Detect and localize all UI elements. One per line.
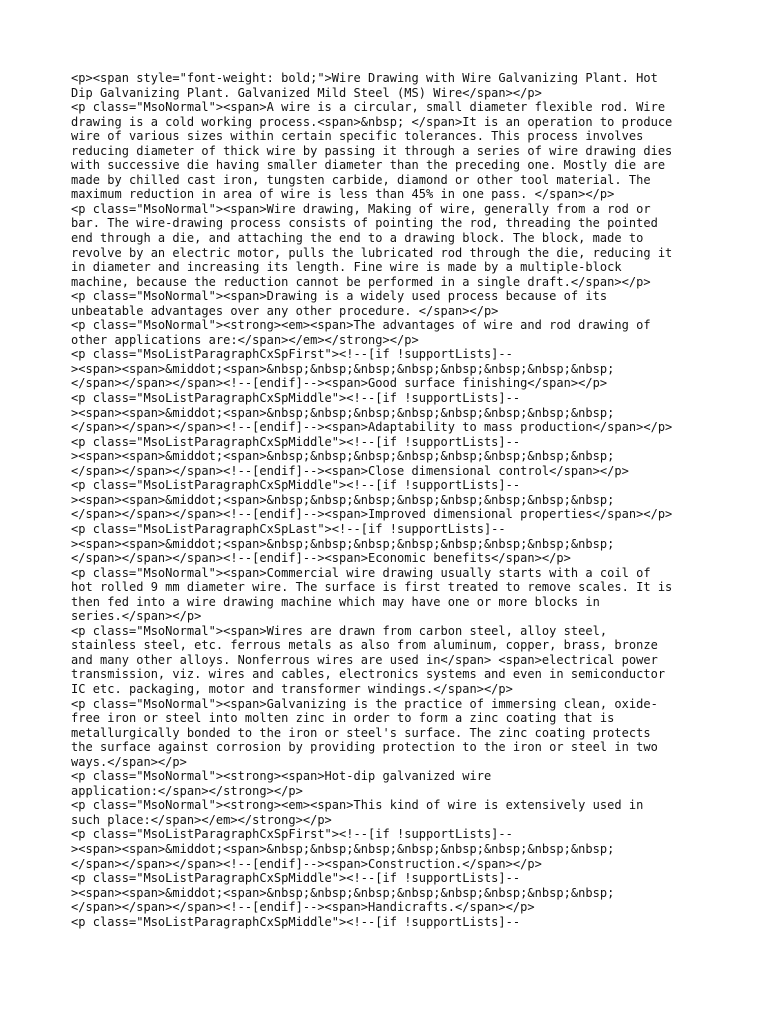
text-line: revolve by an electric motor, pulls the lubricated rod through the die, reducing it: [71, 245, 673, 260]
text-line: and many other alloys. Nonferrous wires are used in</span> <span>electrical power: [71, 652, 658, 667]
text-line: ><span><span>&middot;<span>&nbsp;&nbsp;&nbsp;&nbsp;&nbsp;&nbsp;&nbsp;&nbsp;: [71, 885, 615, 900]
document-body: [71, 71, 711, 929]
text-line: <p class="MsoNormal"><span>Wire drawing, Making of wire, generally from a rod or: [71, 201, 651, 216]
text-line: hot rolled 9 mm diameter wire. The surface is first treated to remove scales. It is: [71, 580, 673, 595]
text-line: reducing diameter of thick wire by passing it through a series of wire drawing dies: [71, 143, 673, 158]
text-line: </span></span></span><!--[endif]--><span>Good surface finishing</span></p>: [71, 376, 608, 391]
text-line: other applications are:</span></em></strong></p>: [71, 332, 419, 347]
text-line: <p class="MsoListParagraphCxSpMiddle"><!--[if !supportLists]--: [71, 478, 521, 493]
text-line: </span></span></span><!--[endif]--><span>Economic benefits</span></p>: [71, 551, 571, 566]
text-line: made by chilled cast iron, tungsten carbide, diamond or other tool material. The: [71, 172, 651, 187]
text-line: </span></span></span><!--[endif]--><span>Handicrafts.</span></p>: [71, 900, 535, 915]
text-line: <p class="MsoNormal"><strong><em><span>This kind of wire is extensively used in: [71, 798, 644, 813]
text-line: <p class="MsoNormal"><strong><span>Hot-dip galvanized wire: [71, 769, 492, 784]
text-line: Dip Galvanizing Plant. Galvanized Mild Steel (MS) Wire</span></p>: [71, 85, 542, 100]
text-line: </span></span></span><!--[endif]--><span>Close dimensional control</span></p>: [71, 463, 629, 478]
text-line: <p class="MsoListParagraphCxSpFirst"><!--[if !supportLists]--: [71, 347, 513, 362]
text-line: then fed into a wire drawing machine which may have one or more blocks in: [71, 594, 600, 609]
text-line: application:</span></strong></p>: [71, 783, 303, 798]
text-line: <p class="MsoListParagraphCxSpMiddle"><!--[if !supportLists]--: [71, 434, 521, 449]
text-line: </span></span></span><!--[endif]--><span>Construction.</span></p>: [71, 856, 542, 871]
text-line: <p class="MsoNormal"><strong><em><span>The advantages of wire and rod drawing of: [71, 318, 651, 333]
text-line: ><span><span>&middot;<span>&nbsp;&nbsp;&nbsp;&nbsp;&nbsp;&nbsp;&nbsp;&nbsp;: [71, 841, 615, 856]
text-line: ><span><span>&middot;<span>&nbsp;&nbsp;&nbsp;&nbsp;&nbsp;&nbsp;&nbsp;&nbsp;: [71, 449, 615, 464]
text-line: ><span><span>&middot;<span>&nbsp;&nbsp;&nbsp;&nbsp;&nbsp;&nbsp;&nbsp;&nbsp;: [71, 536, 615, 551]
text-line: stainless steel, etc. ferrous metals as also from aluminum, copper, brass, bronze: [71, 638, 658, 653]
text-line: </span></span></span><!--[endif]--><span>Improved dimensional properties</span></p>: [71, 507, 673, 522]
text-line: <p class="MsoListParagraphCxSpMiddle"><!--[if !supportLists]--: [71, 391, 521, 406]
text-line: bar. The wire-drawing process consists of pointing the rod, threading the pointed: [71, 216, 658, 231]
text-line: <p class="MsoNormal"><span>Drawing is a widely used process because of its: [71, 289, 608, 304]
text-line: end through a die, and attaching the end to a drawing block. The block, made to: [71, 231, 644, 246]
text-line: maximum reduction in area of wire is less than 45% in one pass. </span></p>: [71, 187, 615, 202]
text-line: in diameter and increasing its length. Fine wire is made by a multiple-block: [71, 260, 622, 275]
text-line: such place:</span></em></strong></p>: [71, 812, 332, 827]
text-line: <p class="MsoListParagraphCxSpLast"><!--[if !supportLists]--: [71, 521, 506, 536]
text-line: transmission, viz. wires and cables, electronics systems and even in semiconductor: [71, 667, 666, 682]
text-line: machine, because the reduction cannot be performed in a single draft.</span></p>: [71, 274, 651, 289]
text-line: <p class="MsoNormal"><span>Galvanizing is the practice of immersing clean, oxide-: [71, 696, 658, 711]
text-line: with successive die having smaller diameter than the preceding one. Mostly die are: [71, 158, 666, 173]
text-line: ><span><span>&middot;<span>&nbsp;&nbsp;&nbsp;&nbsp;&nbsp;&nbsp;&nbsp;&nbsp;: [71, 405, 615, 420]
text-line: <p class="MsoListParagraphCxSpMiddle"><!--[if !supportLists]--: [71, 871, 521, 886]
text-line: ><span><span>&middot;<span>&nbsp;&nbsp;&nbsp;&nbsp;&nbsp;&nbsp;&nbsp;&nbsp;: [71, 361, 615, 376]
text-line: free iron or steel into molten zinc in order to form a zinc coating that is: [71, 711, 615, 726]
text-line: ways.</span></p>: [71, 754, 187, 769]
text-line: </span></span></span><!--[endif]--><span>Adaptability to mass production</span></p>: [71, 420, 673, 435]
text-line: series.</span></p>: [71, 609, 202, 624]
text-line: wire of various sizes within certain specific tolerances. This process involves: [71, 129, 644, 144]
text-line: <p class="MsoNormal"><span>A wire is a circular, small diameter flexible rod. Wire: [71, 100, 666, 115]
text-line: <p><span style="font-weight: bold;">Wire Drawing with Wire Galvanizing Plant. Hot: [71, 71, 658, 85]
text-line: metallurgically bonded to the iron or steel's surface. The zinc coating protects: [71, 725, 651, 740]
text-line: drawing is a cold working process.<span>&nbsp; </span>It is an operation to produce: [71, 114, 673, 129]
text-line: <p class="MsoListParagraphCxSpFirst"><!--[if !supportLists]--: [71, 827, 513, 842]
text-line: unbeatable advantages over any other procedure. </span></p>: [71, 303, 499, 318]
text-line: <p class="MsoListParagraphCxSpMiddle"><!--[if !supportLists]--: [71, 914, 521, 929]
text-line: ><span><span>&middot;<span>&nbsp;&nbsp;&nbsp;&nbsp;&nbsp;&nbsp;&nbsp;&nbsp;: [71, 492, 615, 507]
text-line: the surface against corrosion by providing protection to the iron or steel in two: [71, 740, 658, 755]
text-line: IC etc. packaging, motor and transformer windings.</span></p>: [71, 681, 513, 696]
text-line: <p class="MsoNormal"><span>Wires are drawn from carbon steel, alloy steel,: [71, 623, 608, 638]
text-line: <p class="MsoNormal"><span>Commercial wire drawing usually starts with a coil of: [71, 565, 651, 580]
